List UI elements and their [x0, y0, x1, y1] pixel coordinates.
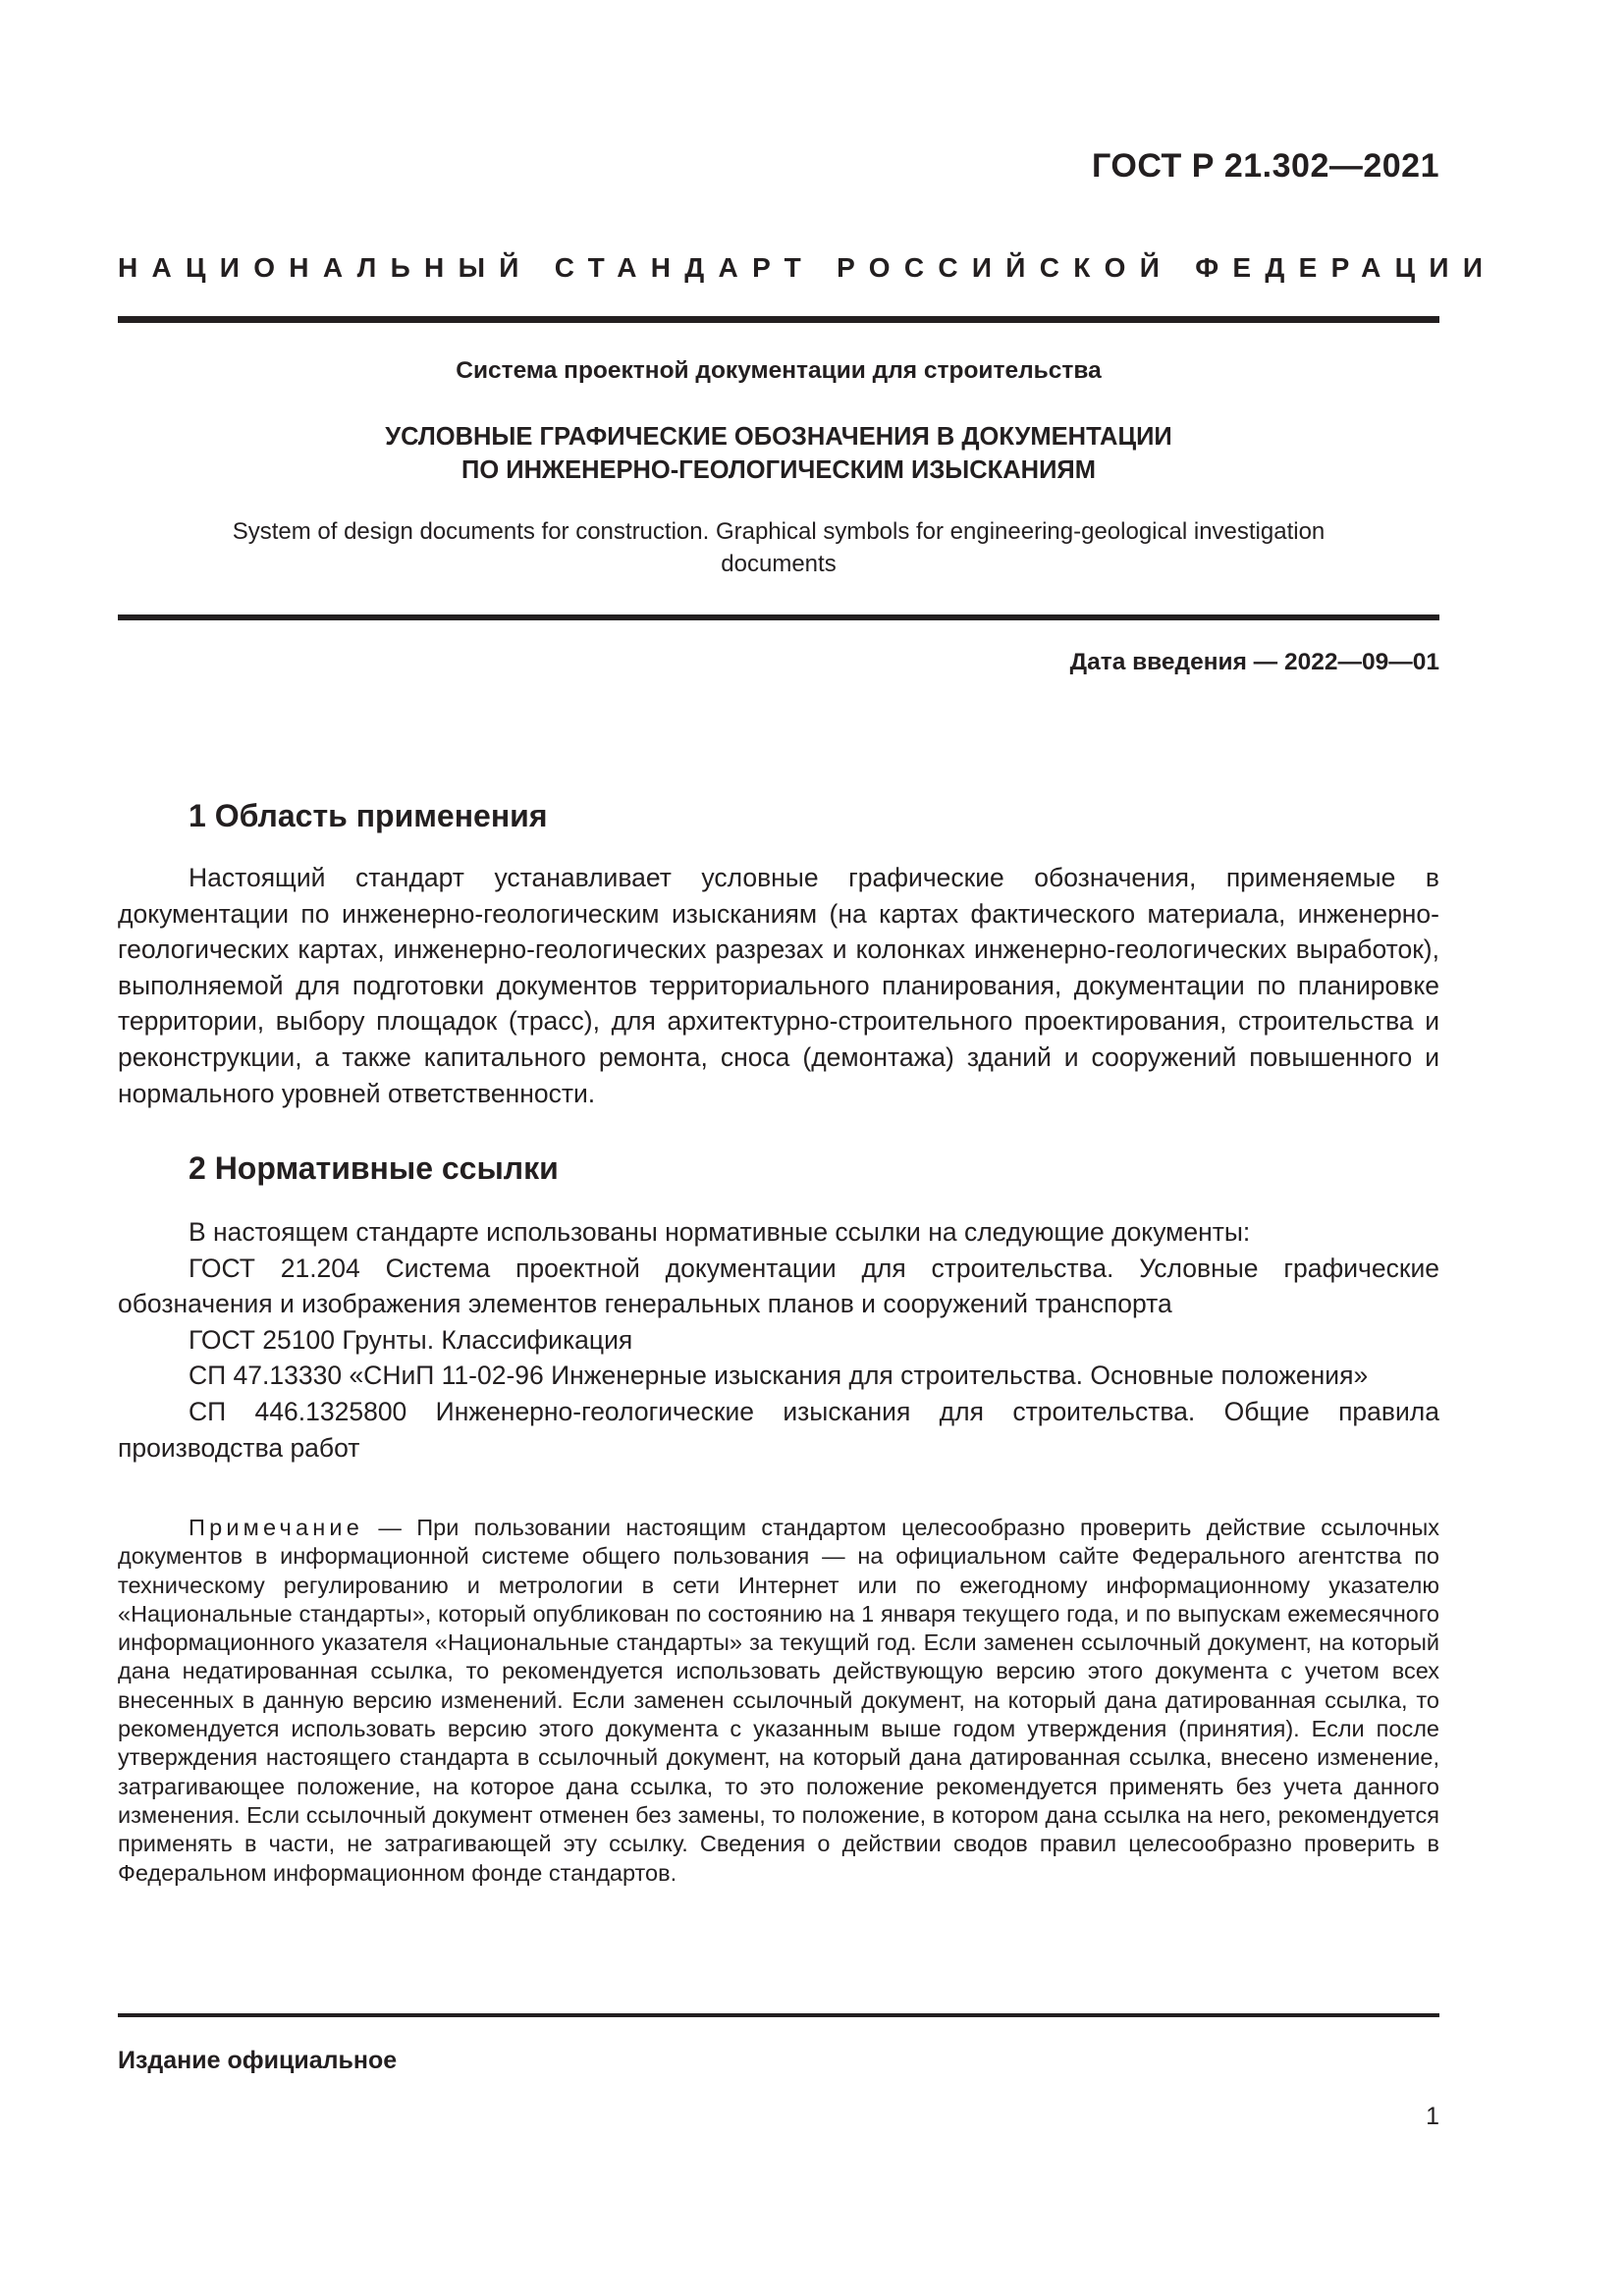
references-intro: В настоящем стандарте использованы нормативные ссылки на следующие документы: — [189, 1217, 1251, 1247]
reference-item: СП 47.13330 «СНиП 11-02-96 Инженерные изыскания для строительства. Основные положения» — [189, 1361, 1369, 1391]
document-page — [118, 0, 1497, 2296]
references-note — [118, 1514, 1439, 1888]
english-title — [157, 515, 1400, 580]
page-number: 1 — [1426, 2103, 1439, 2130]
reference-item: СП 446.1325800 Инженерно-геологические изыскания для строительства. Общие правила производства работ — [118, 1396, 1439, 1463]
official-edition-label: Издание официальное — [118, 2047, 398, 2074]
section-1-text: Настоящий стандарт устанавливает условные графические обозначения, применяемые в документации по инженерно-геологическим изысканиям (на картах фактического материала, инженерно-геологических картах, инженерно-геологических разрезах и колонках инженерно-геологических выработок), выполняемой для подготовки документов территориального планирования, документации по планировке территории, выбору площадок (трасс), для архитектурно-строительного проектирования, строительства и реконструкции, а также капитального ремонта, сноса (демонтажа) зданий и сооружений повышенного и нормального уровней ответственности. — [118, 863, 1439, 1108]
series-title: Система проектной документации для строительства — [456, 357, 1102, 384]
reference-item: ГОСТ 25100 Грунты. Классификация — [189, 1324, 633, 1355]
section-2-heading: 2 Нормативные ссылки — [189, 1150, 559, 1186]
document-title-line-2: ПО ИНЖЕНЕРНО-ГЕОЛОГИЧЕСКИМ ИЗЫСКАНИЯМ — [461, 456, 1096, 484]
note-label: Примечание — [189, 1515, 364, 1540]
references-list — [118, 1214, 1439, 1466]
title-divider — [118, 614, 1439, 620]
standard-banner: НАЦИОНАЛЬНЫЙ СТАНДАРТ РОССИЙСКОЙ ФЕДЕРАЦИИ — [118, 252, 1497, 283]
note-text: — При пользовании настоящим стандартом целесообразно проверить действие ссылочных документов в информационной системе общего пользования — на официальном сайте Федерального агентства по техническому регулированию и метрологии в сети Интернет или по ежегодному информационному указателю «Национальные стандарты», который опубликован по состоянию на 1 января текущего года, и по выпускам ежемесячного информационного указателя «Национальные стандарты» за текущий год. Если заменен ссылочный документ, на который дана недатированная ссылка, то рекомендуется использовать действующую версию этого документа с учетом всех внесенных в данную версию изменений. Если заменен ссылочный документ, на который дана датированная ссылка, то рекомендуется использовать версию этого документа с указанным выше годом утверждения (принятия). Если после утверждения настоящего стандарта в ссылочный документ, на который дана датированная ссылка, внесено изменение, затрагивающее положение, на которое дана ссылка, то это положение рекомендуется применять без учета данного изменения. Если ссылочный документ отменен без замены, то положение, в котором дана ссылка на него, рекомендуется применять в части, не затрагивающей эту ссылку. Сведения о действии сводов правил целесообразно проверить в Федеральном информационном фонде стандартов. — [118, 1515, 1439, 1886]
reference-item: ГОСТ 21.204 Система проектной документации для строительства. Условные графические обозначения и изображения элементов генеральных планов и сооружений транспорта — [118, 1253, 1439, 1319]
footer-divider — [118, 2013, 1439, 2017]
document-title — [118, 420, 1439, 487]
english-title-line-1: System of design documents for construction. Graphical symbols for engineering-geological investigation — [232, 518, 1326, 545]
document-code: ГОСТ Р 21.302—2021 — [1092, 147, 1439, 185]
english-title-line-2: documents — [721, 551, 837, 577]
section-1-heading: 1 Область применения — [189, 798, 548, 833]
top-divider — [118, 316, 1439, 323]
introduction-date: Дата введения — 2022—09—01 — [1069, 649, 1439, 675]
document-title-line-1: УСЛОВНЫЕ ГРАФИЧЕСКИЕ ОБОЗНАЧЕНИЯ В ДОКУМЕНТАЦИИ — [385, 423, 1172, 451]
